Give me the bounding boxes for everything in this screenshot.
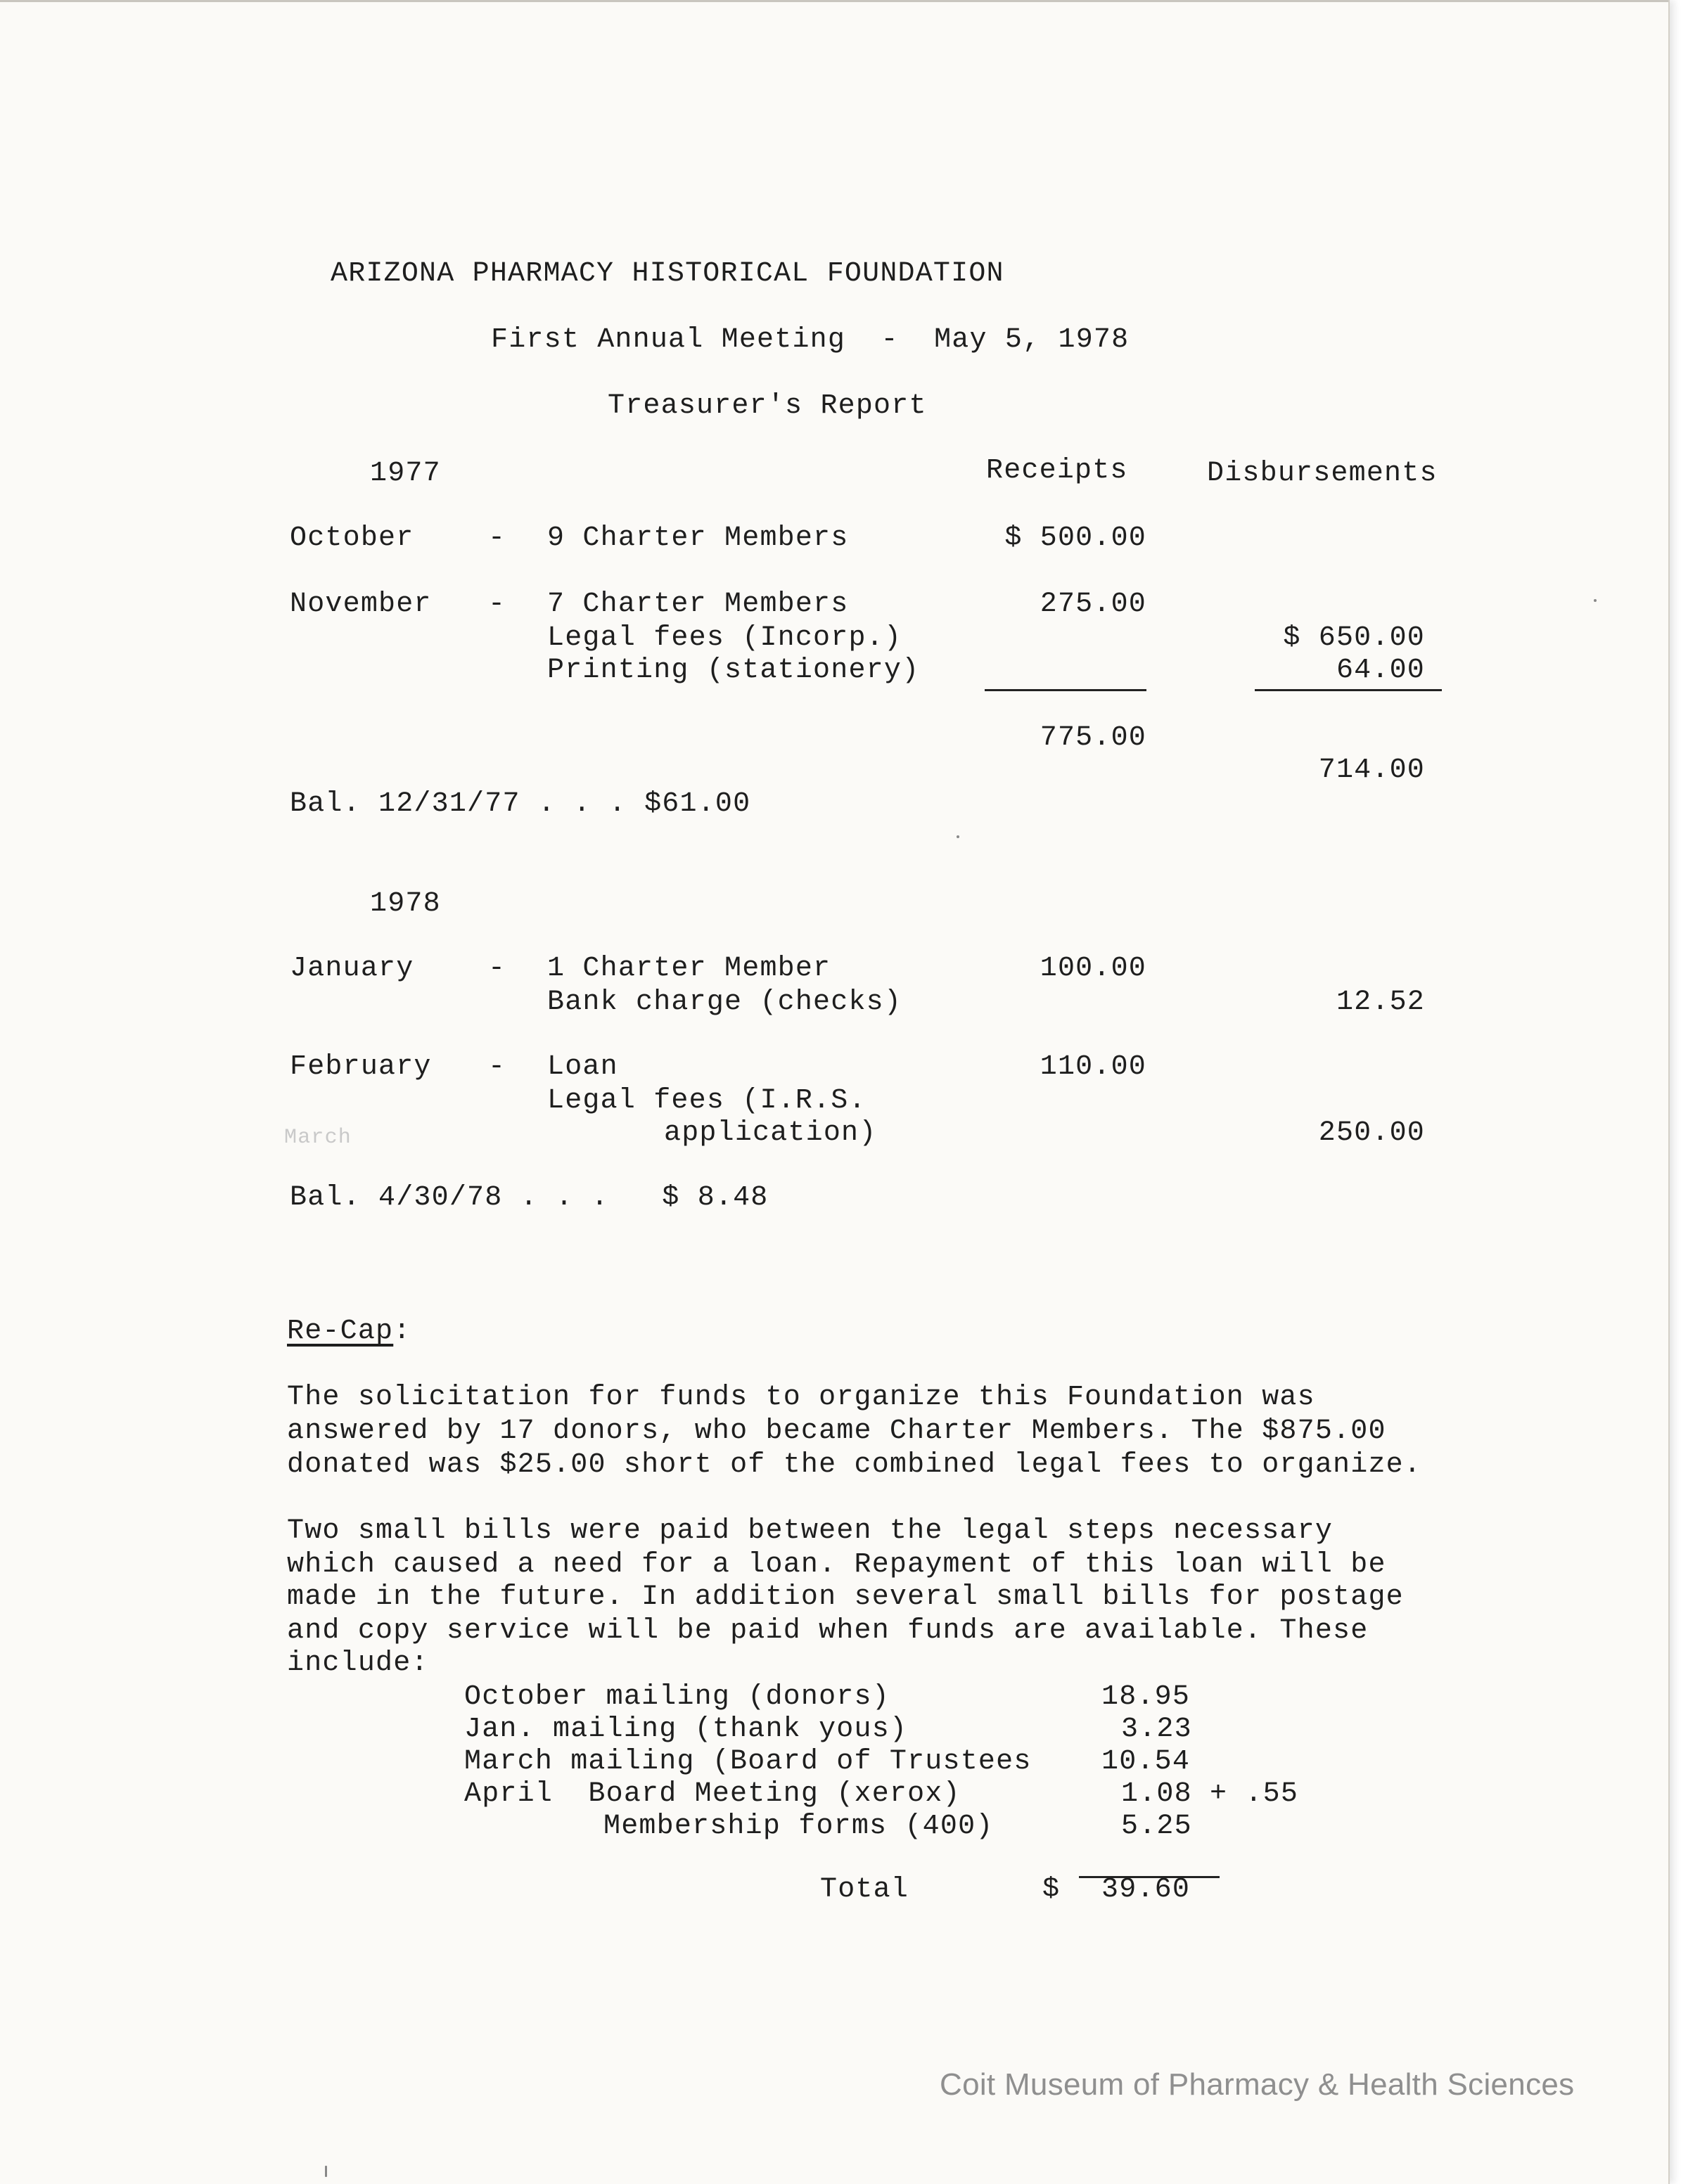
year-1977: 1977 [370, 458, 441, 489]
bill-amount: 3.23 [1121, 1714, 1192, 1745]
bill-amount: 10.54 [1101, 1746, 1191, 1778]
disbursement-amount: 12.52 [1336, 987, 1425, 1018]
total-label: Total [820, 1874, 909, 1906]
paragraph-line: and copy service will be paid when funds are available. These [287, 1615, 1369, 1647]
receipt-amount: $ 500.00 [1004, 522, 1146, 554]
paper-mark [325, 2166, 327, 2177]
receipts-total: 775.00 [1040, 722, 1146, 754]
balance-1978: Bal. 4/30/78 . . . $ 8.48 [290, 1182, 769, 1214]
bill-label: Membership forms (400) [603, 1811, 994, 1842]
month-october: October [290, 522, 414, 554]
paragraph-line: Two small bills were paid between the legal steps necessary [287, 1515, 1334, 1547]
entry-description: Printing (stationery) [547, 655, 920, 686]
dash: - [488, 953, 506, 984]
entry-description: Loan [547, 1051, 618, 1083]
paragraph-line: The solicitation for funds to organize this Foundation was [287, 1382, 1315, 1413]
bill-amount: 18.95 [1101, 1681, 1191, 1713]
receipts-header: Receipts [986, 455, 1128, 487]
receipt-amount: 100.00 [1040, 953, 1146, 984]
dash: - [488, 1051, 506, 1083]
org-title: ARIZONA PHARMACY HISTORICAL FOUNDATION [331, 258, 1004, 290]
bill-amount: 5.25 [1121, 1811, 1192, 1842]
disbursement-amount: 250.00 [1318, 1117, 1425, 1149]
entry-description: application) [664, 1117, 877, 1149]
bill-label: March mailing (Board of Trustees [464, 1746, 1032, 1778]
paper-speck [957, 835, 959, 838]
month-february: February [290, 1051, 432, 1083]
page-top-edge [0, 0, 1668, 2]
entry-description: Bank charge (checks) [547, 987, 902, 1018]
paragraph-line: donated was $25.00 short of the combined legal fees to organize. [287, 1449, 1422, 1481]
receipts-subtotal-rule [985, 689, 1146, 691]
entry-description: 7 Charter Members [547, 589, 849, 620]
disbursements-header: Disbursements [1207, 458, 1438, 489]
month-january: January [290, 953, 414, 984]
disbursements-subtotal-rule [1255, 689, 1442, 691]
report-title: Treasurer's Report [608, 390, 927, 422]
meeting-line: First Annual Meeting - May 5, 1978 [491, 324, 1130, 356]
disbursement-amount: 64.00 [1336, 655, 1425, 686]
paragraph-line: made in the future. In addition several small bills for postage [287, 1581, 1404, 1613]
entry-description: 9 Charter Members [547, 522, 849, 554]
receipt-amount: 110.00 [1040, 1051, 1146, 1083]
entry-description: Legal fees (I.R.S. [547, 1085, 867, 1117]
month-november: November [290, 589, 432, 620]
paragraph-line: include: [287, 1647, 429, 1679]
bill-amount: 1.08 + .55 [1121, 1778, 1299, 1810]
disbursement-amount: $ 650.00 [1283, 622, 1425, 654]
entry-description: Legal fees (Incorp.) [547, 622, 902, 654]
bill-label: April Board Meeting (xerox) [464, 1778, 961, 1810]
disbursements-total: 714.00 [1318, 754, 1425, 786]
balance-1977: Bal. 12/31/77 . . . $61.00 [290, 788, 751, 820]
total-amount: 39.60 [1101, 1874, 1191, 1906]
bill-label: Jan. mailing (thank yous) [464, 1714, 908, 1745]
receipt-amount: 275.00 [1040, 589, 1146, 620]
recap-heading: Re-Cap: [287, 1316, 411, 1347]
total-currency: $ [1042, 1874, 1061, 1906]
faint-erased-text: March [284, 1126, 352, 1150]
paper-speck [1594, 599, 1597, 602]
dash: - [488, 522, 506, 554]
bill-label: October mailing (donors) [464, 1681, 890, 1713]
year-1978: 1978 [370, 888, 441, 920]
dash: - [488, 589, 506, 620]
entry-description: 1 Charter Member [547, 953, 831, 984]
paragraph-line: answered by 17 donors, who became Charter Members. The $875.00 [287, 1415, 1386, 1447]
museum-watermark: Coit Museum of Pharmacy & Health Sciences [940, 2067, 1575, 2102]
paragraph-line: which caused a need for a loan. Repayment of this loan will be [287, 1549, 1386, 1581]
